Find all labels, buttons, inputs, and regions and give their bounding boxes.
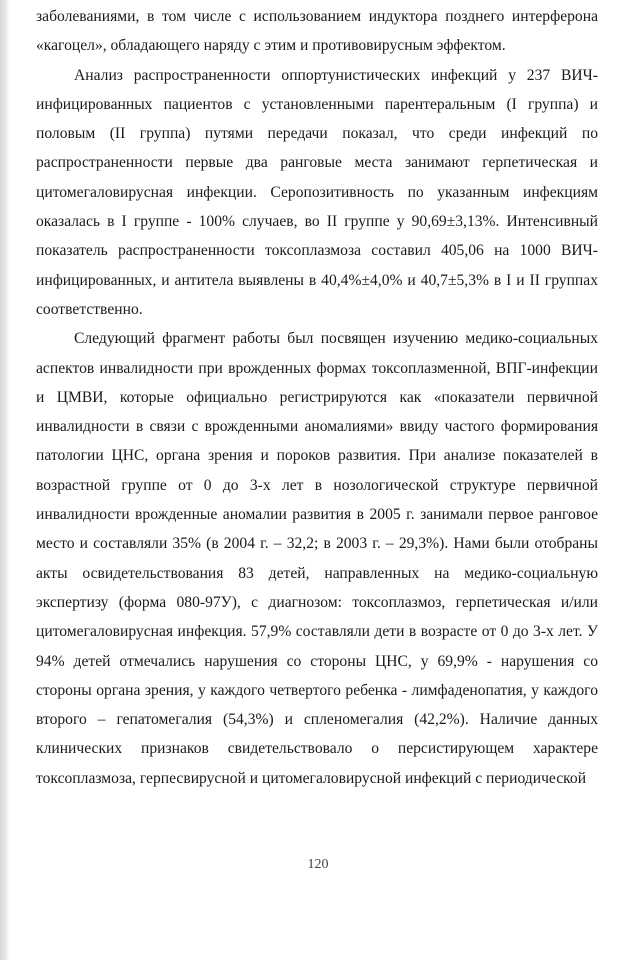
paragraph-opportunistic-infections: Анализ распространенности оппортунистических инфекций у 237 ВИЧ-инфицированных пациентов с установленными парентеральным (I группа) и половым (II группа) путями передачи показал, что среди инфекций по распространенности первые два ранговые места занимают герпетическая и цитомегаловирусная инфекции. Серопозитивность по указанным инфекциям оказалась в I группе - 100% случаев, во II группе у 90,69±3,13%. Интенсивный показатель распространенности токсоплазмоза составил 405,06 на 1000 ВИЧ-инфицированных, и антитела выявлены в 40,4%±4,0% и 40,7±5,3% в I и II группах соответственно.	[36, 66, 598, 318]
paragraph-disability-aspects: Следующий фрагмент работы был посвящен изучению медико-социальных аспектов инвалидности при врожденных формах токсоплазменной, ВПГ-инфекции и ЦМВИ, которые официально регистрируются как «показатели первичной инвалидности в связи с врожденными аномалиями» ввиду частого формирования патологии ЦНС, органа зрения и пороков развития. При анализе показателей в возрастной группе от 0 до 3-х лет в нозологической структуре первичной инвалидности врожденные аномалии развития в 2005 г. занимали первое ранговое место и составляли 35% (в 2004 г. – 32,2; в 2003 г. – 29,3%). Нами были отобраны акты освидетельствования 83 детей, направленных на медико-социальную экспертизу (форма 080-97У), с диагнозом: токсоплазмоз, герпетическая и/или цитомегаловирусная инфекция. 57,9% составляли дети в возрасте от 0 до 3-х лет. У 94% детей отмечались нарушения со стороны ЦНС, у 69,9% - нарушения со стороны органа зрения, у каждого четвертого ребенка - лимфаденопатия, у каждого второго – гепатомегалия (54,3%) и спленомегалия (42,2%). Наличие данных клинических признаков свидетельствовало о персистирующем характере токсоплазмоза, герпесвирусной и цитомегаловирусной инфекций с периодической	[36, 330, 598, 787]
page-number: 120	[307, 857, 329, 872]
scan-edge-shadow	[0, 0, 10, 960]
document-page	[36, 2, 598, 793]
paragraph-continuation: заболеваниями, в том числе с использованием индуктора позднего интерферона «кагоцел», обладающего наряду с этим и противовирусным эффектом.	[36, 8, 598, 55]
